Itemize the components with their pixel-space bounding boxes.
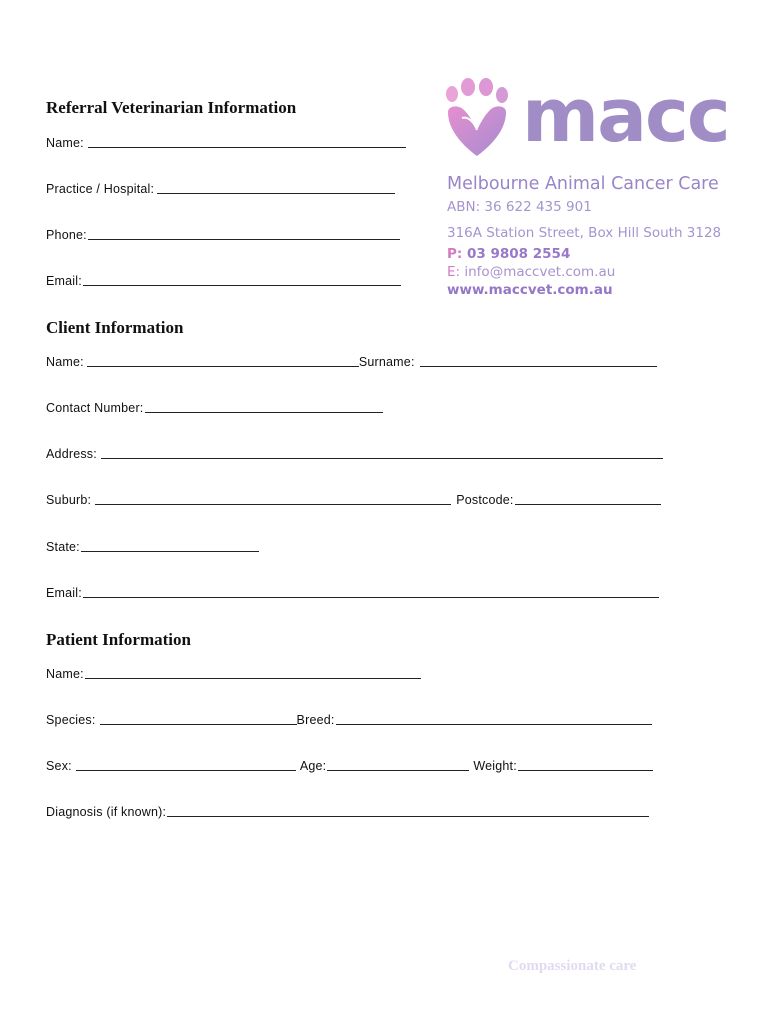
client-contact-label: Contact Number:: [46, 401, 144, 415]
client-state-label: State:: [46, 540, 80, 554]
clinic-abn: ABN: 36 622 435 901: [447, 199, 592, 215]
client-name-row: [46, 353, 657, 369]
referral-email-line[interactable]: [83, 273, 401, 286]
patient-sex-label: Sex:: [46, 759, 72, 773]
client-email-line[interactable]: [83, 585, 659, 598]
patient-diagnosis-label: Diagnosis (if known):: [46, 805, 167, 819]
client-contact-field[interactable]: [46, 399, 383, 415]
client-surname-label: Surname:: [358, 355, 415, 369]
referral-phone-field[interactable]: [46, 226, 400, 242]
referral-phone-line[interactable]: [88, 227, 400, 240]
patient-species-row: [46, 711, 652, 727]
patient-breed-line[interactable]: [336, 712, 652, 725]
patient-heading: Patient Information: [46, 630, 191, 649]
client-address-label: Address:: [46, 447, 97, 461]
macc-logo-text: macc: [522, 73, 729, 159]
clinic-phone-line: [447, 246, 570, 262]
patient-breed-label: Breed:: [296, 713, 335, 727]
patient-age-label: Age:: [299, 759, 327, 773]
patient-species-label: Species:: [46, 713, 96, 727]
referral-email-field[interactable]: [46, 272, 401, 288]
referral-name-field[interactable]: [46, 134, 406, 150]
patient-name-line[interactable]: [85, 666, 421, 679]
paw-heart-logo-icon: [444, 78, 510, 160]
phone-prefix: P:: [447, 246, 463, 262]
client-suburb-line[interactable]: [95, 492, 451, 505]
referral-phone-label: Phone:: [46, 228, 87, 242]
referral-email-label: Email:: [46, 274, 82, 288]
client-suburb-row: [46, 491, 661, 507]
email-prefix: E:: [447, 264, 461, 280]
clinic-address: 316A Station Street, Box Hill South 3128: [447, 225, 722, 241]
client-email-label: Email:: [46, 586, 82, 600]
client-name-line[interactable]: [87, 354, 359, 367]
client-heading: Client Information: [46, 318, 184, 337]
clinic-name: Melbourne Animal Cancer Care: [447, 174, 719, 194]
patient-weight-label: Weight:: [473, 759, 517, 773]
client-name-label: Name:: [46, 355, 84, 369]
client-email-field[interactable]: [46, 584, 659, 600]
clinic-website[interactable]: www.maccvet.com.au: [447, 282, 613, 298]
referral-heading: Referral Veterinarian Information: [46, 98, 297, 117]
client-contact-line[interactable]: [145, 400, 383, 413]
referral-practice-field[interactable]: [46, 180, 395, 196]
patient-weight-line[interactable]: [518, 758, 653, 771]
clinic-phone: 03 9808 2554: [467, 246, 571, 262]
clinic-email[interactable]: info@maccvet.com.au: [464, 264, 616, 280]
patient-name-label: Name:: [46, 667, 84, 681]
client-suburb-label: Suburb:: [46, 493, 92, 507]
referral-practice-label: Practice / Hospital:: [46, 182, 155, 196]
client-surname-line[interactable]: [420, 354, 657, 367]
patient-age-line[interactable]: [327, 758, 469, 771]
client-state-line[interactable]: [81, 539, 259, 552]
referral-name-line[interactable]: [88, 135, 406, 148]
patient-sex-line[interactable]: [76, 758, 296, 771]
referral-practice-line[interactable]: [157, 181, 395, 194]
patient-sex-row: [46, 757, 653, 773]
patient-diagnosis-line[interactable]: [167, 804, 649, 817]
client-postcode-label: Postcode:: [456, 493, 514, 507]
client-address-line[interactable]: [101, 446, 663, 459]
client-postcode-line[interactable]: [515, 492, 661, 505]
patient-species-line[interactable]: [100, 712, 297, 725]
patient-diagnosis-field[interactable]: [46, 803, 649, 819]
patient-name-field[interactable]: [46, 665, 421, 681]
referral-name-label: Name:: [46, 136, 84, 150]
footer-tagline: Compassionate care: [508, 958, 637, 974]
client-address-field[interactable]: [46, 445, 663, 461]
clinic-email-line: [447, 264, 615, 280]
client-state-field[interactable]: [46, 538, 259, 554]
